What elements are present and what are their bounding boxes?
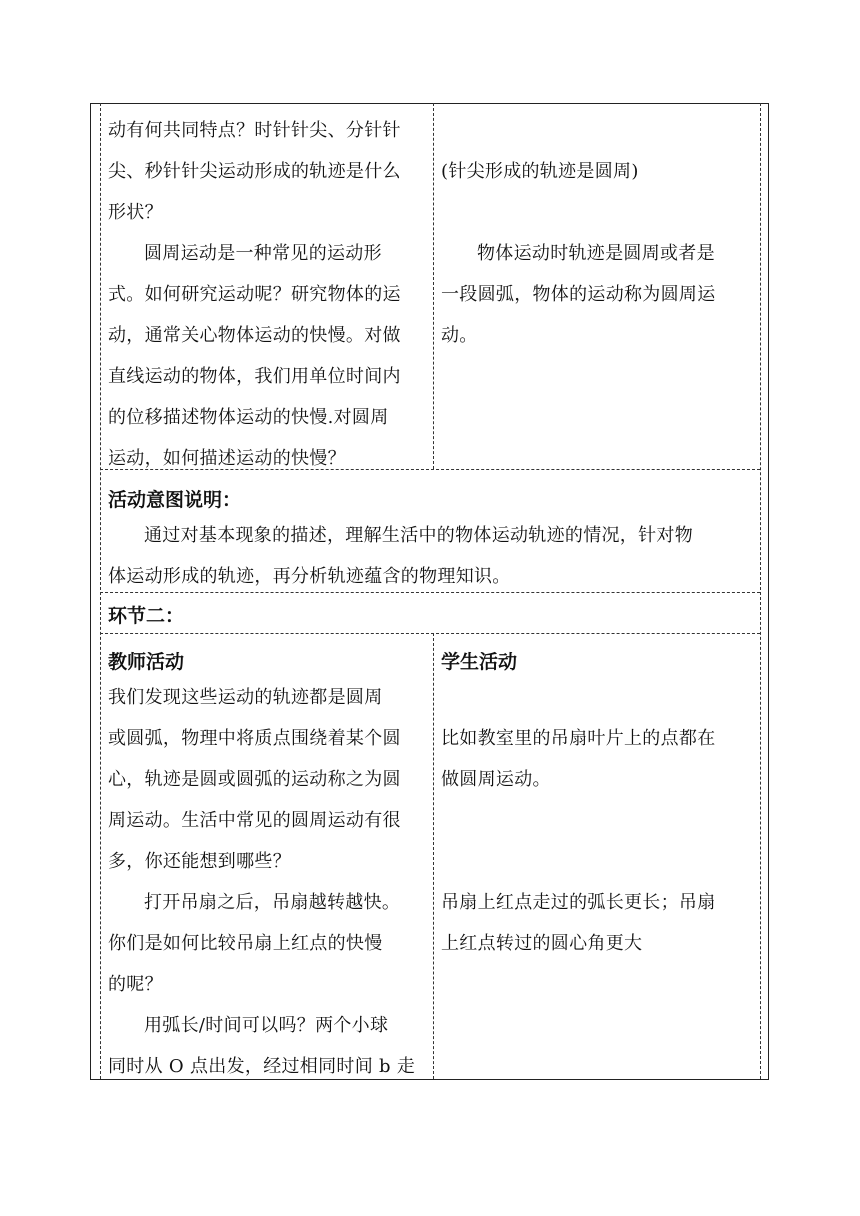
inner-border-right [760,103,761,1079]
text-line: 你们是如何比较吊扇上红点的快慢 [108,933,383,954]
table-border-top [90,103,769,104]
text-line: 圆周运动是一种常见的运动形 [144,243,382,264]
text-line: 直线运动的物体，我们用单位时间内 [108,366,401,387]
text-line: 做圆周运动。 [441,769,551,790]
text-line: 同时从 O 点出发，经过相同时间 b 走 [108,1056,416,1077]
text-line: 用弧长/时间可以吗？两个小球 [144,1015,389,1036]
row1-right-cell [441,233,757,356]
text-line: (针尖形成的轨迹是圆周) [441,161,639,182]
student-activity-heading: 学生活动 [441,651,518,673]
text-line: 尖、秒针针尖运动形成的轨迹是什么 [108,161,401,182]
row-divider-3 [100,633,760,634]
student-answer-1 [441,718,757,800]
intent-body [108,515,758,597]
text-line: 比如教室里的吊扇叶片上的点都在 [441,728,716,749]
text-line: 吊扇上红点走过的弧长更长；吊扇 [441,892,716,913]
column-divider-row1 [433,103,434,469]
teacher-activity-heading: 教师活动 [108,651,185,673]
text-line: 多，你还能想到哪些？ [108,851,291,872]
text-line: 我们发现这些运动的轨迹都是圆周 [108,687,383,708]
text-line: 物体运动时轨迹是圆周或者是 [477,243,715,264]
inner-border-left [100,103,101,1079]
table-border-right [768,103,769,1079]
intent-heading: 活动意图说明： [108,489,242,511]
row1-left-cell [108,110,430,479]
student-answer-2 [441,882,757,964]
text-line: 或圆弧，物理中将质点围绕着某个圆 [108,728,401,749]
text-line: 上红点转过的圆心角更大 [441,933,643,954]
text-line: 的位移描述物体运动的快慢.对圆周 [108,407,389,428]
text-line: 心，轨迹是圆或圆弧的运动称之为圆 [108,769,401,790]
text-line: 通过对基本现象的描述，理解生活中的物体运动轨迹的情况，针对物 [144,525,693,546]
text-line: 周运动。生活中常见的圆周运动有很 [108,810,401,831]
text-line: 式。如何研究运动呢？研究物体的运 [108,284,401,305]
text-line: 动有何共同特点？时针针尖、分针针 [108,120,401,141]
text-line: 一段圆弧，物体的运动称为圆周运 [441,284,716,305]
section2-heading: 环节二： [108,605,185,627]
text-line: 形状？ [108,202,163,223]
column-divider-row3 [433,633,434,1079]
text-line: 打开吊扇之后，吊扇越转越快。 [144,892,401,913]
text-line: 动，通常关心物体运动的快慢。对做 [108,325,401,346]
text-line: 运动，如何描述运动的快慢？ [108,448,346,469]
row1-right-answer [441,151,757,192]
text-line: 动。 [441,325,478,346]
text-line: 的呢？ [108,974,163,995]
text-line: 体运动形成的轨迹，再分析轨迹蕴含的物理知识。 [108,566,511,587]
table-border-left [90,103,91,1079]
teacher-activity-cell [108,677,430,1087]
